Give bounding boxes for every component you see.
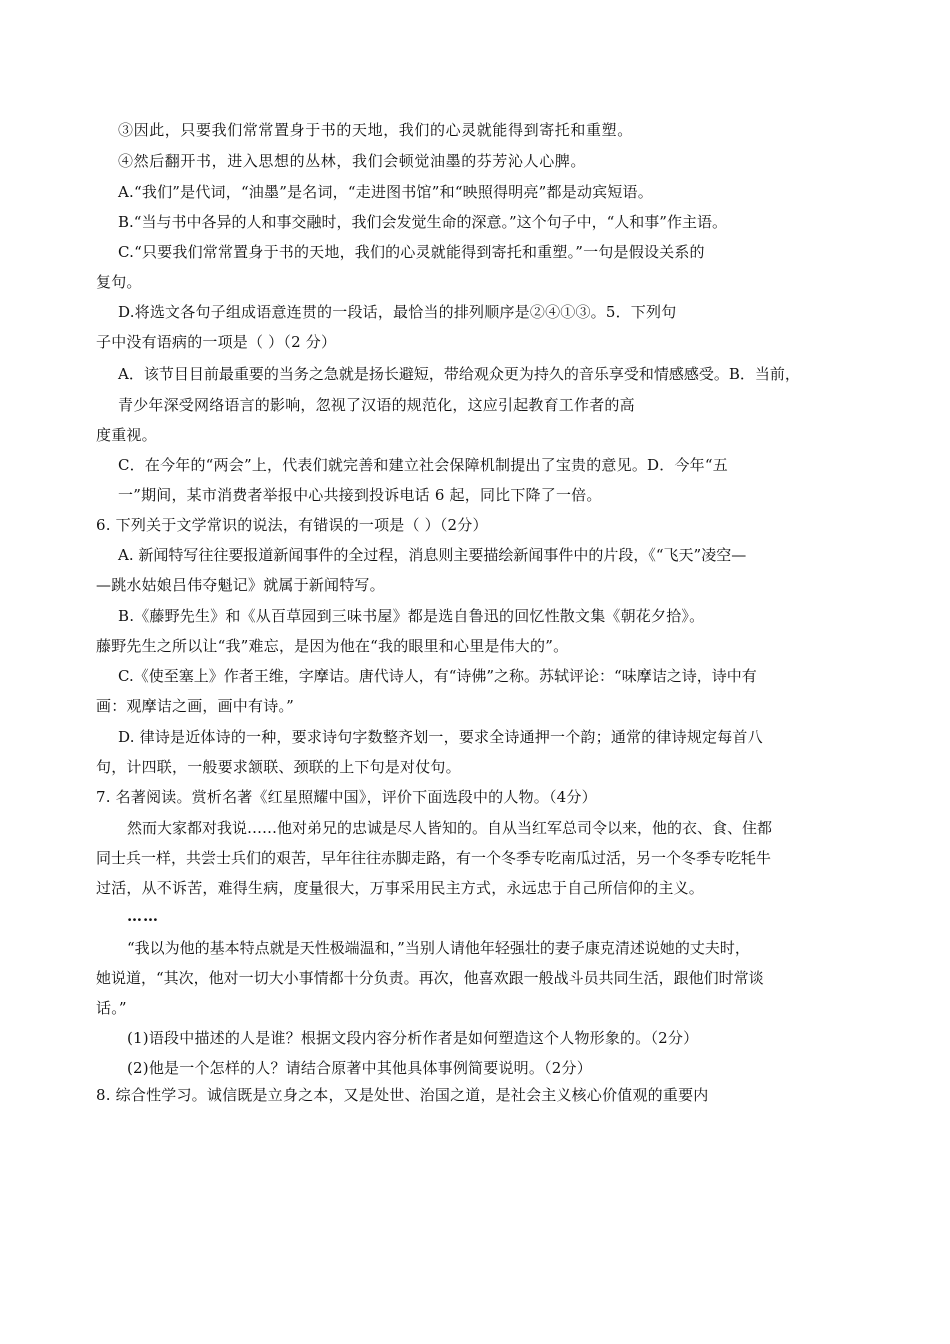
question-5-option-b: 青少年深受网络语言的影响，忽视了汉语的规范化，这应引起教育工作者的高 bbox=[118, 396, 635, 414]
question-7-sub-1: (1)语段中描述的人是谁？根据文段内容分析作者是如何塑造这个人物形象的。（2分） bbox=[127, 1029, 699, 1047]
option-a-grammar: A.“我们”是代词，“油墨”是名词，“走进图书馆”和“映照得明亮”都是动宾短语。 bbox=[118, 183, 653, 201]
question-6-option-d: D. 律诗是近体诗的一种，要求诗句字数整齐划一，要求全诗通押一个韵；通常的律诗规定每首八 bbox=[118, 728, 763, 746]
text-line-18: 藤野先生之所以让“我”难忘，是因为他在“我的眼里和心里是伟大的”。 bbox=[96, 637, 569, 655]
excerpt-line-4: “我以为他的基本特点就是天性极端温和，”当别人请他年轻强壮的妻子康克清述说她的丈夫时， bbox=[127, 939, 750, 957]
question-6-option-b: B.《藤野先生》和《从百草园到三味书屋》都是选自鲁迅的回忆性散文集《朝花夕拾》。 bbox=[118, 607, 705, 625]
question-7-title: 7. 名著阅读。赏析名著《红星照耀中国》，评价下面选段中的人物。（4分） bbox=[96, 788, 597, 806]
excerpt-line-2: 同士兵一样，共尝士兵们的艰苦，早年往往赤脚走路，有一个冬季专吃南瓜过活，另一个冬季专吃牦牛 bbox=[96, 849, 772, 867]
text-line-20: 画：观摩诘之画，画中有诗。” bbox=[96, 697, 294, 715]
question-5-option-d: 一”期间，某市消费者举报中心共接到投诉电话 6 起，同比下降了一倍。 bbox=[118, 486, 602, 504]
question-6-option-c: C.《使至塞上》作者王维，字摩诘。唐代诗人，有“诗佛”之称。苏轼评论：“味摩诘之诗，诗中有 bbox=[118, 667, 757, 685]
excerpt-line-1: 然而大家都对我说……他对弟兄的忠诚是尽人皆知的。自从当红军总司令以来，他的衣、食、住都 bbox=[127, 819, 773, 837]
question-6-title: 6. 下列关于文学常识的说法，有错误的一项是（ ）（2分） bbox=[96, 516, 488, 534]
excerpt-line-6: 话。” bbox=[96, 999, 127, 1017]
question-5-title: 子中没有语病的一项是（ ）（2 分） bbox=[96, 333, 337, 351]
question-8-title: 8. 综合性学习。诚信既是立身之本，又是处世、治国之道，是社会主义核心价值观的重要内 bbox=[96, 1086, 709, 1104]
question-6-option-a: A. 新闻特写往往要报道新闻事件的全过程，消息则主要描绘新闻事件中的片段，《“飞天”凌空— bbox=[118, 546, 747, 564]
text-line-2: ④然后翻开书，进入思想的丛林，我们会顿觉油墨的芬芳沁人心脾。 bbox=[118, 152, 587, 170]
excerpt-ellipsis: …… bbox=[127, 907, 159, 925]
excerpt-line-3: 过活，从不诉苦，难得生病，度量很大，万事采用民主方式，永远忠于自己所信仰的主义。 bbox=[96, 879, 705, 897]
text-line-1: ③因此，只要我们常常置身于书的天地，我们的心灵就能得到寄托和重塑。 bbox=[118, 121, 633, 139]
option-d-grammar: D.将选文各句子组成语意连贯的一段话，最恰当的排列顺序是②④①③。5．下列句 bbox=[118, 303, 677, 321]
text-line-11: 度重视。 bbox=[96, 426, 157, 444]
text-line-6: 复句。 bbox=[96, 273, 142, 291]
question-7-sub-2: (2)他是一个怎样的人？请结合原著中其他具体事例简要说明。（2分） bbox=[127, 1059, 592, 1077]
text-line-16: —跳水姑娘吕伟夺魁记》就属于新闻特写。 bbox=[96, 576, 385, 594]
excerpt-line-5: 她说道，“其次，他对一切大小事情都十分负责。再次，他喜欢跟一般战斗员共同生活，跟他们时常谈 bbox=[96, 969, 764, 987]
option-c-grammar: C.“只要我们常常置身于书的天地，我们的心灵就能得到寄托和重塑。”一句是假设关系的 bbox=[118, 243, 705, 261]
question-5-option-c: C．在今年的“两会”上，代表们就完善和建立社会保障机制提出了宝贵的意见。D．今年“五 bbox=[118, 456, 728, 474]
option-b-grammar: B.“当与书中各异的人和事交融时，我们会发觉生命的深意。”这个句子中，“人和事”作主语。 bbox=[118, 213, 727, 231]
text-line-22: 句，计四联，一般要求颔联、颈联的上下句是对仗句。 bbox=[96, 758, 461, 776]
question-5-option-a: A．该节目目前最重要的当务之急就是扬长避短，带给观众更为持久的音乐享受和情感感受。B．当前， bbox=[118, 365, 800, 383]
